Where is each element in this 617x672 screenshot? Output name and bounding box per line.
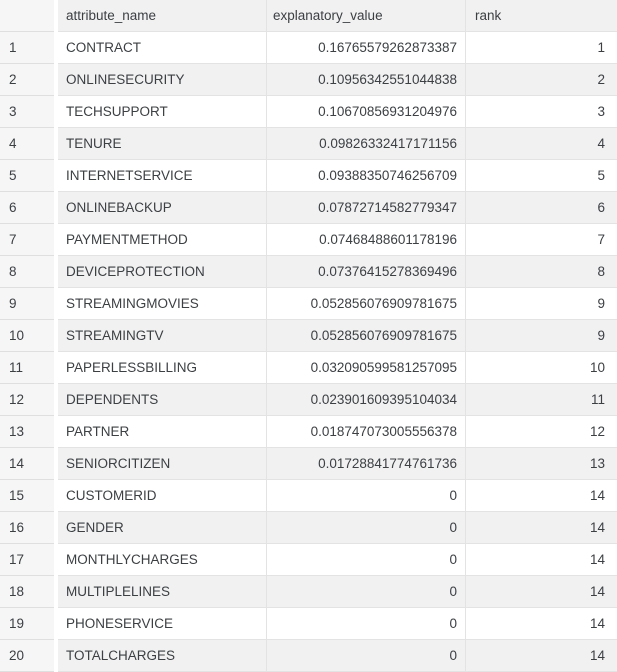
row-index-cell: 12 [0,384,54,416]
row-index-cell: 1 [0,32,54,64]
rank-cell: 11 [465,384,617,416]
attribute-name-cell: TOTALCHARGES [58,640,266,672]
row-index-cell: 3 [0,96,54,128]
explanatory-value-cell: 0.032090599581257095 [266,352,465,384]
row-index-cell: 11 [0,352,54,384]
explanatory-value-cell: 0.01728841774761736 [266,448,465,480]
rank-cell: 3 [465,96,617,128]
rank-cell: 5 [465,160,617,192]
rank-cell: 9 [465,320,617,352]
column-header-attribute-name[interactable]: attribute_name [58,0,266,32]
row-index-cell: 6 [0,192,54,224]
header-row [0,0,617,32]
explanatory-value-cell: 0.052856076909781675 [266,320,465,352]
explanatory-value-cell: 0 [266,608,465,640]
explanatory-value-cell: 0.052856076909781675 [266,288,465,320]
explanatory-value-cell: 0 [266,480,465,512]
explanatory-value-cell: 0.07872714582779347 [266,192,465,224]
explanatory-value-cell: 0 [266,640,465,672]
row-index-cell: 19 [0,608,54,640]
table-row [0,256,617,288]
rank-cell: 13 [465,448,617,480]
rank-cell: 9 [465,288,617,320]
rank-cell: 14 [465,544,617,576]
row-index-cell: 20 [0,640,54,672]
attribute-name-cell: TENURE [58,128,266,160]
table-row [0,288,617,320]
row-index-cell: 13 [0,416,54,448]
table-row [0,352,617,384]
table-row [0,448,617,480]
attribute-name-cell: ONLINEBACKUP [58,192,266,224]
rank-cell: 2 [465,64,617,96]
explanatory-value-cell: 0 [266,576,465,608]
row-index-cell: 10 [0,320,54,352]
explanatory-value-cell: 0.07468488601178196 [266,224,465,256]
attribute-name-cell: ONLINESECURITY [58,64,266,96]
row-index-cell: 9 [0,288,54,320]
explanatory-value-cell: 0.07376415278369496 [266,256,465,288]
attribute-name-cell: PHONESERVICE [58,608,266,640]
rank-cell: 6 [465,192,617,224]
table-row [0,160,617,192]
rank-cell: 1 [465,32,617,64]
rank-cell: 7 [465,224,617,256]
table-row [0,576,617,608]
column-header-explanatory-value[interactable]: explanatory_value [266,0,465,32]
explanatory-value-cell: 0 [266,544,465,576]
attribute-name-cell: MULTIPLELINES [58,576,266,608]
attribute-name-cell: PAYMENTMETHOD [58,224,266,256]
row-index-cell: 14 [0,448,54,480]
attribute-name-cell: GENDER [58,512,266,544]
row-index-cell: 4 [0,128,54,160]
rank-cell: 4 [465,128,617,160]
table-row [0,64,617,96]
explanatory-value-cell: 0.09826332417171156 [266,128,465,160]
attribute-name-cell: DEVICEPROTECTION [58,256,266,288]
attribute-name-cell: SENIORCITIZEN [58,448,266,480]
attribute-name-cell: INTERNETSERVICE [58,160,266,192]
attribute-name-cell: PAPERLESSBILLING [58,352,266,384]
rank-cell: 14 [465,608,617,640]
table-row [0,544,617,576]
table-row [0,96,617,128]
table-row [0,128,617,160]
explanatory-value-cell: 0.09388350746256709 [266,160,465,192]
table-row [0,480,617,512]
row-index-cell: 17 [0,544,54,576]
table-row [0,320,617,352]
table-row [0,384,617,416]
column-header-rank[interactable]: rank [465,0,617,32]
rank-cell: 14 [465,480,617,512]
attribute-name-cell: MONTHLYCHARGES [58,544,266,576]
row-index-cell: 7 [0,224,54,256]
rank-cell: 10 [465,352,617,384]
explanatory-value-cell: 0 [266,512,465,544]
explanatory-value-cell: 0.10670856931204976 [266,96,465,128]
attribute-name-cell: PARTNER [58,416,266,448]
attribute-name-cell: CONTRACT [58,32,266,64]
table-row [0,224,617,256]
rank-cell: 14 [465,576,617,608]
row-index-cell: 18 [0,576,54,608]
rank-cell: 8 [465,256,617,288]
explanatory-value-cell: 0.16765579262873387 [266,32,465,64]
attribute-name-cell: TECHSUPPORT [58,96,266,128]
attribute-name-cell: STREAMINGMOVIES [58,288,266,320]
row-index-cell: 5 [0,160,54,192]
rank-cell: 14 [465,512,617,544]
attribute-name-cell: CUSTOMERID [58,480,266,512]
explanatory-value-cell: 0.023901609395104034 [266,384,465,416]
table-row [0,608,617,640]
rank-cell: 12 [465,416,617,448]
table-row [0,32,617,64]
table-row [0,192,617,224]
table-body [0,32,617,672]
rank-cell: 14 [465,640,617,672]
table-row [0,512,617,544]
attribute-name-cell: DEPENDENTS [58,384,266,416]
row-index-cell: 15 [0,480,54,512]
attribute-name-cell: STREAMINGTV [58,320,266,352]
explanatory-value-cell: 0.018747073005556378 [266,416,465,448]
row-index-cell: 8 [0,256,54,288]
row-index-cell: 2 [0,64,54,96]
row-index-cell: 16 [0,512,54,544]
table-row [0,640,617,672]
index-header-cell [0,0,54,32]
table-row [0,416,617,448]
explanatory-value-cell: 0.10956342551044838 [266,64,465,96]
